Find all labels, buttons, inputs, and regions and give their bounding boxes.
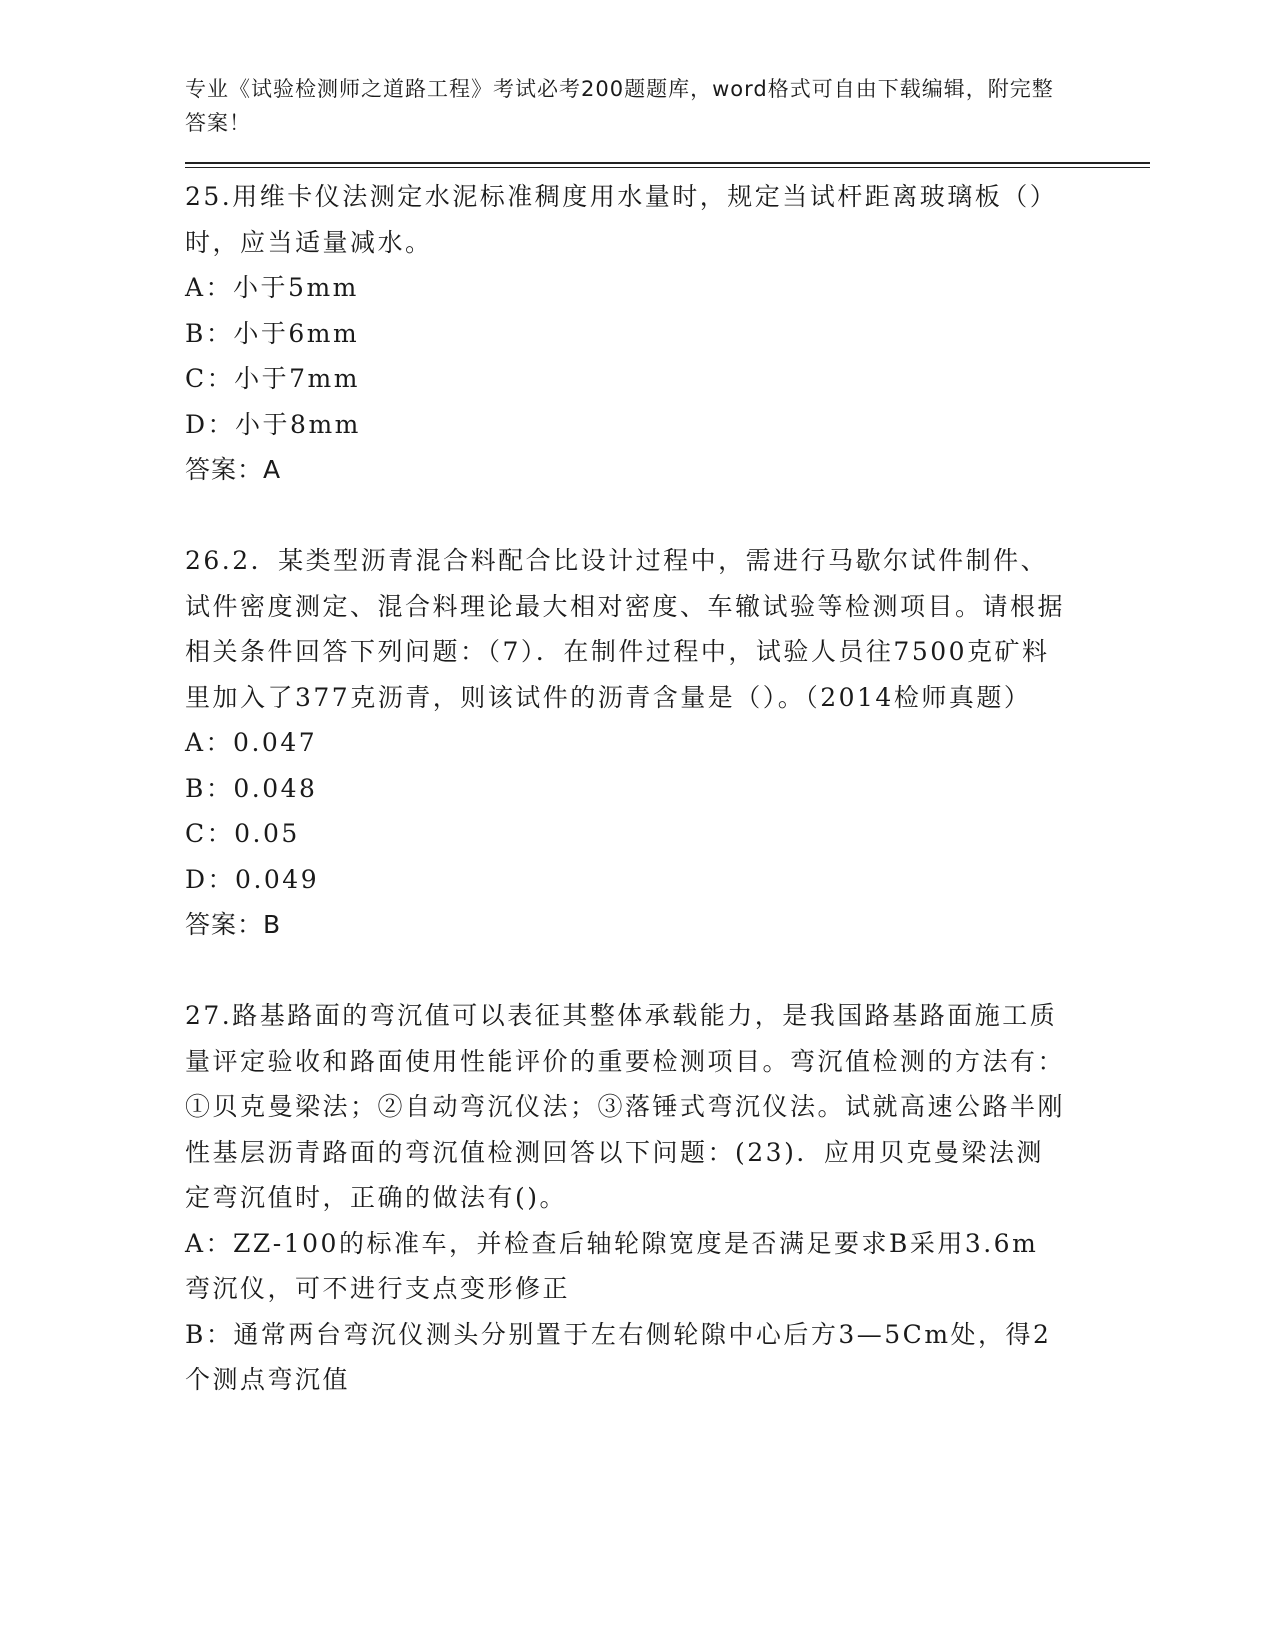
- question-stem: 25.用维卡仪法测定水泥标准稠度用水量时，规定当试杆距离玻璃板（）时，应当适量减水。: [185, 182, 1058, 257]
- option-a: A：ZZ-100的标准车，并检查后轴轮隙宽度是否满足要求B采用3.6m弯沉仪，可不进行支点变形修正: [185, 1228, 1039, 1303]
- option-a: A：0.047: [185, 728, 318, 757]
- spacer: [185, 492, 1150, 538]
- option-c: C：小于7mm: [185, 364, 360, 393]
- spacer: [185, 947, 1150, 993]
- option-b: B：0.048: [185, 773, 318, 803]
- question-stem: 27.路基路面的弯沉值可以表征其整体承载能力，是我国路基路面施工质量评定验收和路面使用性能评价的重要检测项目。弯沉值检测的方法有：①贝克曼梁法；②自动弯沉仪法；③落锤式弯沉仪法。试就高速公路半刚性基层沥青路面的弯沉值检测回答以下问题：(23)．应用贝克曼梁法测定弯沉值时，正确的做法有()。: [185, 1001, 1066, 1212]
- option-a: A：小于5mm: [185, 273, 359, 302]
- document-page: [185, 70, 1150, 1403]
- option-d: D：0.049: [185, 864, 320, 894]
- question-27: [185, 993, 1150, 1403]
- option-d: D：小于8mm: [185, 409, 361, 439]
- option-b: B：小于6mm: [185, 318, 360, 348]
- answer-line: 答案：A: [185, 455, 282, 484]
- answer-line: 答案：B: [185, 910, 282, 939]
- option-b: B：通常两台弯沉仪测头分别置于左右侧轮隙中心后方3—5Cm处，得2个测点弯沉值: [185, 1319, 1052, 1394]
- question-25: [185, 174, 1150, 492]
- header-divider: [185, 162, 1150, 168]
- question-stem: 26.2．某类型沥青混合料配合比设计过程中，需进行马歇尔试件制件、试件密度测定、混合料理论最大相对密度、车辙试验等检测项目。请根据相关条件回答下列问题：（7）．在制件过程中，试验人员往7500克矿料里加入了377克沥青，则该试件的沥青含量是（）。（2014检师真题）: [185, 546, 1066, 712]
- document-header: 专业《试验检测师之道路工程》考试必考200题题库，word格式可自由下载编辑，附完整答案！: [185, 77, 1054, 135]
- question-26: [185, 538, 1150, 947]
- option-c: C：0.05: [185, 819, 300, 848]
